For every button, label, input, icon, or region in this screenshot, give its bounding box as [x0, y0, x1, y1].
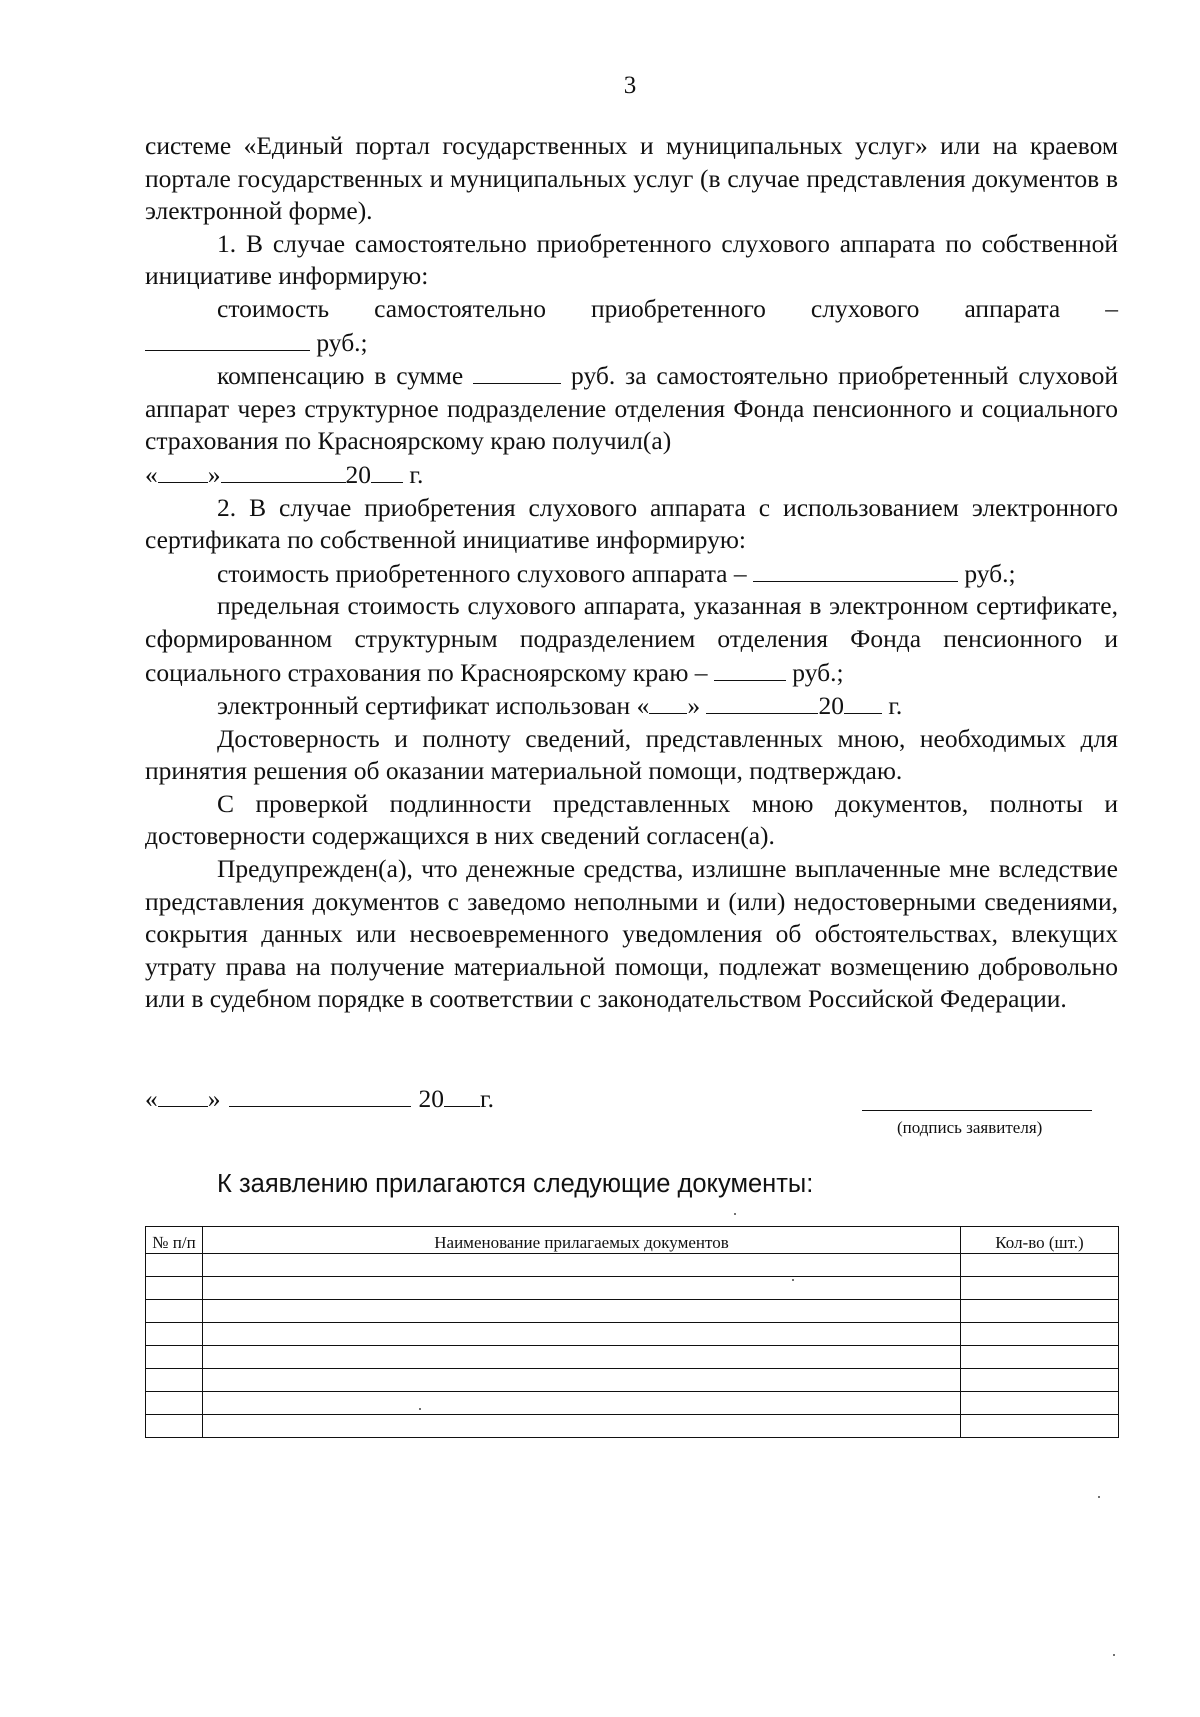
item1-date-open: « [145, 459, 158, 489]
item2-cost-label: стоимость приобретенного слухового аппарата – [217, 558, 747, 588]
signature-field[interactable] [862, 1110, 1092, 1111]
item2-cert-line [145, 689, 1118, 723]
scan-speck [734, 1213, 736, 1215]
item2-cert-year-blank[interactable] [844, 689, 882, 714]
table-cell-name[interactable] [203, 1415, 961, 1438]
item1-compensation [145, 359, 1118, 458]
item1-year-blank[interactable] [371, 458, 403, 483]
col-header-num: № п/п [146, 1227, 203, 1254]
table-cell-name[interactable] [203, 1369, 961, 1392]
table-row [146, 1277, 1119, 1300]
table-cell-num[interactable] [146, 1392, 203, 1415]
item2-cert-month-blank[interactable] [706, 689, 818, 714]
item1-comp-text: руб. за самостоятельно приобретенный слуховой аппарат через структурное подразделение отделения Фонда пенсионного и социального страхования по Красноярскому краю получил(а) [145, 361, 1118, 456]
sig-year-blank[interactable] [444, 1082, 480, 1107]
sig-year-suffix: г. [480, 1084, 494, 1113]
table-cell-qty[interactable] [961, 1277, 1119, 1300]
table-cell-name[interactable] [203, 1323, 961, 1346]
item2-limit-unit: руб.; [792, 657, 844, 687]
table-cell-num[interactable] [146, 1277, 203, 1300]
scan-speck [419, 1408, 421, 1410]
table-row [146, 1323, 1119, 1346]
item2-limit-text: предельная стоимость слухового аппарата, указанная в электронном сертификате, сформированном структурным подразделением отделения Фонда пенсионного и социального страхования по Красноярскому краю – [145, 591, 1118, 687]
warning-paragraph: Предупрежден(а), что денежные средства, излишне выплаченные мне вследствие представления документов с заведомо неполными и (или) недостоверными сведениями, сокрытия данных или несвоевременного уведомления об обстоятельствах, влекущих утрату права на получение материальной помощи, подлежат возмещению добровольно или в судебном порядке в соответствии с законодательством Российской Федерации. [145, 854, 1118, 1014]
item2-cert-day-blank[interactable] [649, 689, 687, 714]
item2-limit-blank[interactable] [714, 656, 786, 681]
table-cell-num[interactable] [146, 1369, 203, 1392]
scan-speck [1098, 1496, 1100, 1498]
table-cell-qty[interactable] [961, 1346, 1119, 1369]
table-cell-qty[interactable] [961, 1415, 1119, 1438]
table-cell-name[interactable] [203, 1254, 961, 1277]
table-row [146, 1346, 1119, 1369]
item2-heading: 2. В случае приобретения слухового аппарата с использованием электронного сертификата по собственной инициативе информирую: [145, 492, 1118, 555]
sig-month-blank[interactable] [229, 1082, 411, 1107]
item1-date-close: » [207, 459, 221, 489]
table-cell-name[interactable] [203, 1277, 961, 1300]
table-cell-num[interactable] [146, 1254, 203, 1277]
scan-speck [792, 1279, 794, 1281]
item2-cost-unit: руб.; [964, 558, 1016, 588]
table-cell-name[interactable] [203, 1346, 961, 1369]
table-row [146, 1392, 1119, 1415]
item1-year-suffix: г. [409, 459, 424, 489]
item1-year-prefix: 20 [345, 459, 371, 489]
consent-paragraph: С проверкой подлинности представленных мною документов, полноты и достоверности содержащихся в них сведений согласен(а). [145, 788, 1118, 851]
intro-paragraph: системе «Единый портал государственных и муниципальных услуг» или на краевом портале государственных и муниципальных услуг (в случае представления документов в электронной форме). [145, 131, 1118, 226]
item1-heading: 1. В случае самостоятельно приобретенного слухового аппарата по собственной инициативе информирую: [145, 228, 1118, 291]
item1-cost-blank[interactable] [145, 326, 310, 351]
item2-cert-label: электронный сертификат использован « [217, 691, 650, 721]
attachments-heading: К заявлению прилагаются следующие документы: [217, 1170, 814, 1198]
document-body [145, 130, 1118, 1016]
table-row [146, 1300, 1119, 1323]
item1-day-blank[interactable] [158, 458, 208, 483]
attachments-table [145, 1226, 1119, 1438]
table-cell-num[interactable] [146, 1300, 203, 1323]
confirm-paragraph: Достоверность и полноту сведений, представленных мною, необходимых для принятия решения об оказании материальной помощи, подтверждаю. [145, 723, 1118, 786]
table-cell-num[interactable] [146, 1323, 203, 1346]
col-header-name: Наименование прилагаемых документов [203, 1227, 961, 1254]
table-cell-num[interactable] [146, 1415, 203, 1438]
sig-day-blank[interactable] [158, 1082, 208, 1107]
table-cell-qty[interactable] [961, 1300, 1119, 1323]
col-header-qty: Кол-во (шт.) [961, 1227, 1119, 1254]
table-cell-num[interactable] [146, 1346, 203, 1369]
page-number: 3 [623, 72, 637, 99]
item1-cost-unit: руб.; [316, 327, 368, 357]
table-row [146, 1415, 1119, 1438]
table-cell-qty[interactable] [961, 1392, 1119, 1415]
item1-comp-blank[interactable] [473, 359, 561, 384]
table-row [146, 1369, 1119, 1392]
table-cell-name[interactable] [203, 1392, 961, 1415]
sig-year-prefix: 20 [418, 1084, 444, 1113]
sig-date-open: « [145, 1084, 158, 1113]
item2-cert-year-prefix: 20 [818, 691, 844, 721]
item2-cert-close: » [687, 691, 701, 721]
signature-caption: (подпись заявителя) [897, 1118, 1043, 1137]
item1-cost-amount-line [145, 326, 1118, 360]
signature-date-line [145, 1082, 494, 1114]
item1-cost-label: стоимость самостоятельно приобретенного слухового аппарата – [217, 293, 1118, 323]
item1-cost-line [145, 293, 1118, 326]
table-cell-qty[interactable] [961, 1369, 1119, 1392]
item2-cost-blank[interactable] [753, 557, 958, 582]
table-cell-name[interactable] [203, 1300, 961, 1323]
table-cell-qty[interactable] [961, 1323, 1119, 1346]
sig-date-close: » [207, 1084, 221, 1113]
item2-cert-year-suffix: г. [888, 691, 903, 721]
item1-month-blank[interactable] [221, 458, 346, 483]
table-row [146, 1254, 1119, 1277]
attachments-table-body [146, 1254, 1119, 1438]
table-header-row [146, 1227, 1119, 1254]
item1-date-line [145, 458, 1118, 492]
item2-cost-line [145, 557, 1118, 591]
table-cell-qty[interactable] [961, 1254, 1119, 1277]
item2-limit-line [145, 590, 1118, 689]
scan-speck [1113, 1654, 1115, 1656]
item1-comp-label: компенсацию в сумме [217, 361, 464, 391]
